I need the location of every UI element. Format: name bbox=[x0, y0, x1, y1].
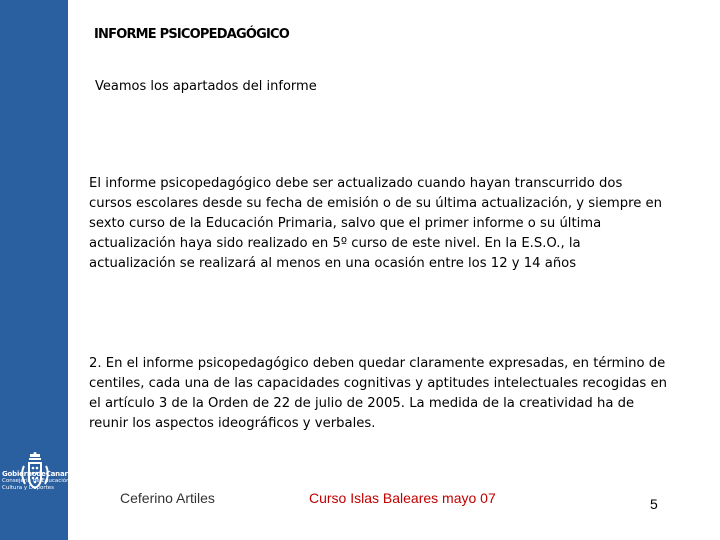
logo-subtitle-line1: Consejería de Educación, bbox=[2, 478, 72, 484]
slide-title: INFORME PSICOPEDAGÓGICO bbox=[94, 27, 290, 42]
paragraph-2: 2. En el informe psicopedagógico deben quedar claramente expresadas, en término de centiles, cada una de las capacidades cognitivas y aptitudes intelectuales recogidas en el artículo 3 de la Orden de 22 de julio de 2005. La medida de la creatividad ha de reunir los aspectos ideográficos y verbales. bbox=[89, 356, 667, 431]
page-number: 5 bbox=[650, 496, 658, 512]
footer-author: Ceferino Artiles bbox=[120, 490, 215, 506]
logo-text bbox=[2, 470, 79, 492]
logo-name: GobiernodeCanarias bbox=[2, 470, 79, 478]
slide-subtitle: Veamos los apartados del informe bbox=[95, 79, 317, 94]
footer-course: Curso Islas Baleares mayo 07 bbox=[309, 490, 496, 506]
paragraph-1: El informe psicopedagógico debe ser actualizado cuando hayan transcurrido dos cursos escolares desde su fecha de emisión o de su última actualización, y siempre en sexto curso de la Educación Primaria, salvo que el primer informe o su última actualización haya sido realizado en 5º curso de este nivel. En la E.S.O., la actualización se realizará al menos en una ocasión entre los 12 y 14 años bbox=[89, 176, 663, 271]
logo-subtitle-line2: Cultura y Deportes bbox=[2, 485, 55, 491]
sidebar-band bbox=[0, 0, 79, 540]
